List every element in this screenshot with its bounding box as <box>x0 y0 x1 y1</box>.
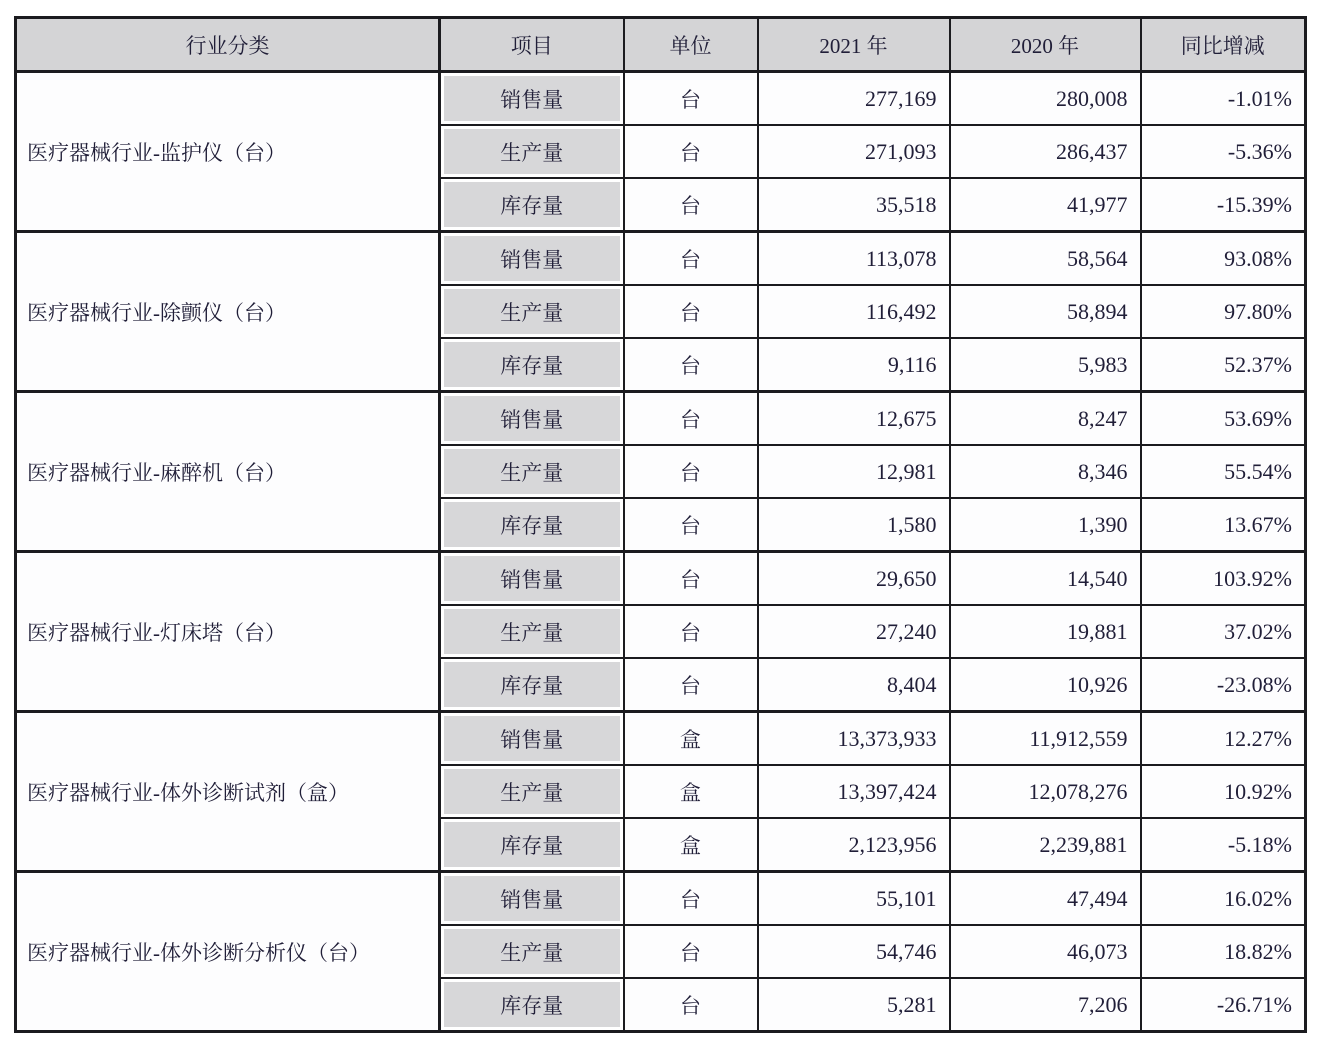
unit-cell: 台 <box>624 125 758 178</box>
unit-cell: 台 <box>624 72 758 126</box>
item-cell: 销售量 <box>440 392 624 446</box>
yoy-change-cell: -15.39% <box>1141 178 1306 232</box>
yoy-change-cell: -1.01% <box>1141 72 1306 126</box>
yoy-change-cell: 103.92% <box>1141 552 1306 606</box>
yoy-change-cell: -5.36% <box>1141 125 1306 178</box>
item-cell: 生产量 <box>440 605 624 658</box>
value-2020-cell: 58,894 <box>950 285 1141 338</box>
unit-cell: 台 <box>624 605 758 658</box>
unit-cell: 台 <box>624 392 758 446</box>
value-2020-cell: 286,437 <box>950 125 1141 178</box>
unit-cell: 盒 <box>624 712 758 766</box>
value-2021-cell: 116,492 <box>758 285 950 338</box>
table-header-row <box>16 18 1306 72</box>
value-2021-cell: 1,580 <box>758 498 950 552</box>
yoy-change-cell: 13.67% <box>1141 498 1306 552</box>
item-cell: 生产量 <box>440 765 624 818</box>
value-2021-cell: 277,169 <box>758 72 950 126</box>
table-row <box>16 232 1306 286</box>
table-row <box>16 392 1306 446</box>
column-header-2020: 2020 年 <box>950 18 1141 72</box>
yoy-change-cell: 93.08% <box>1141 232 1306 286</box>
value-2020-cell: 41,977 <box>950 178 1141 232</box>
value-2020-cell: 10,926 <box>950 658 1141 712</box>
yoy-change-cell: 55.54% <box>1141 445 1306 498</box>
yoy-change-cell: 10.92% <box>1141 765 1306 818</box>
item-cell: 销售量 <box>440 552 624 606</box>
value-2020-cell: 2,239,881 <box>950 818 1141 872</box>
item-cell: 生产量 <box>440 445 624 498</box>
value-2021-cell: 13,373,933 <box>758 712 950 766</box>
table-row <box>16 552 1306 606</box>
category-cell: 医疗器械行业-体外诊断试剂（盒） <box>16 712 440 872</box>
unit-cell: 台 <box>624 658 758 712</box>
item-cell: 库存量 <box>440 498 624 552</box>
unit-cell: 台 <box>624 872 758 926</box>
item-cell: 销售量 <box>440 72 624 126</box>
value-2020-cell: 47,494 <box>950 872 1141 926</box>
unit-cell: 台 <box>624 232 758 286</box>
value-2021-cell: 12,981 <box>758 445 950 498</box>
unit-cell: 台 <box>624 552 758 606</box>
value-2021-cell: 12,675 <box>758 392 950 446</box>
column-header-category: 行业分类 <box>16 18 440 72</box>
value-2020-cell: 12,078,276 <box>950 765 1141 818</box>
yoy-change-cell: 16.02% <box>1141 872 1306 926</box>
unit-cell: 台 <box>624 978 758 1032</box>
value-2021-cell: 54,746 <box>758 925 950 978</box>
category-cell: 医疗器械行业-麻醉机（台） <box>16 392 440 552</box>
value-2020-cell: 58,564 <box>950 232 1141 286</box>
value-2020-cell: 1,390 <box>950 498 1141 552</box>
unit-cell: 台 <box>624 285 758 338</box>
category-cell: 医疗器械行业-监护仪（台） <box>16 72 440 232</box>
category-cell: 医疗器械行业-除颤仪（台） <box>16 232 440 392</box>
production-sales-table <box>14 16 1307 1033</box>
column-header-2021: 2021 年 <box>758 18 950 72</box>
item-cell: 库存量 <box>440 338 624 392</box>
unit-cell: 台 <box>624 498 758 552</box>
value-2021-cell: 271,093 <box>758 125 950 178</box>
yoy-change-cell: 12.27% <box>1141 712 1306 766</box>
table-row <box>16 872 1306 926</box>
value-2021-cell: 29,650 <box>758 552 950 606</box>
table-row <box>16 712 1306 766</box>
yoy-change-cell: 18.82% <box>1141 925 1306 978</box>
value-2021-cell: 27,240 <box>758 605 950 658</box>
item-cell: 销售量 <box>440 872 624 926</box>
item-cell: 销售量 <box>440 232 624 286</box>
item-cell: 库存量 <box>440 178 624 232</box>
value-2021-cell: 5,281 <box>758 978 950 1032</box>
yoy-change-cell: 97.80% <box>1141 285 1306 338</box>
value-2020-cell: 14,540 <box>950 552 1141 606</box>
unit-cell: 台 <box>624 178 758 232</box>
unit-cell: 台 <box>624 925 758 978</box>
category-cell: 医疗器械行业-体外诊断分析仪（台） <box>16 872 440 1032</box>
item-cell: 生产量 <box>440 125 624 178</box>
value-2020-cell: 280,008 <box>950 72 1141 126</box>
value-2021-cell: 9,116 <box>758 338 950 392</box>
item-cell: 库存量 <box>440 978 624 1032</box>
value-2020-cell: 7,206 <box>950 978 1141 1032</box>
value-2020-cell: 8,346 <box>950 445 1141 498</box>
column-header-unit: 单位 <box>624 18 758 72</box>
unit-cell: 台 <box>624 338 758 392</box>
value-2021-cell: 113,078 <box>758 232 950 286</box>
yoy-change-cell: -26.71% <box>1141 978 1306 1032</box>
unit-cell: 盒 <box>624 765 758 818</box>
value-2020-cell: 19,881 <box>950 605 1141 658</box>
value-2021-cell: 13,397,424 <box>758 765 950 818</box>
value-2021-cell: 55,101 <box>758 872 950 926</box>
yoy-change-cell: 53.69% <box>1141 392 1306 446</box>
value-2020-cell: 8,247 <box>950 392 1141 446</box>
value-2020-cell: 11,912,559 <box>950 712 1141 766</box>
value-2021-cell: 35,518 <box>758 178 950 232</box>
value-2020-cell: 5,983 <box>950 338 1141 392</box>
item-cell: 生产量 <box>440 285 624 338</box>
unit-cell: 台 <box>624 445 758 498</box>
column-header-yoy: 同比增减 <box>1141 18 1306 72</box>
yoy-change-cell: 37.02% <box>1141 605 1306 658</box>
unit-cell: 盒 <box>624 818 758 872</box>
yoy-change-cell: 52.37% <box>1141 338 1306 392</box>
item-cell: 库存量 <box>440 658 624 712</box>
category-cell: 医疗器械行业-灯床塔（台） <box>16 552 440 712</box>
item-cell: 库存量 <box>440 818 624 872</box>
yoy-change-cell: -23.08% <box>1141 658 1306 712</box>
table-row <box>16 72 1306 126</box>
value-2020-cell: 46,073 <box>950 925 1141 978</box>
column-header-item: 项目 <box>440 18 624 72</box>
item-cell: 生产量 <box>440 925 624 978</box>
item-cell: 销售量 <box>440 712 624 766</box>
value-2021-cell: 8,404 <box>758 658 950 712</box>
value-2021-cell: 2,123,956 <box>758 818 950 872</box>
yoy-change-cell: -5.18% <box>1141 818 1306 872</box>
